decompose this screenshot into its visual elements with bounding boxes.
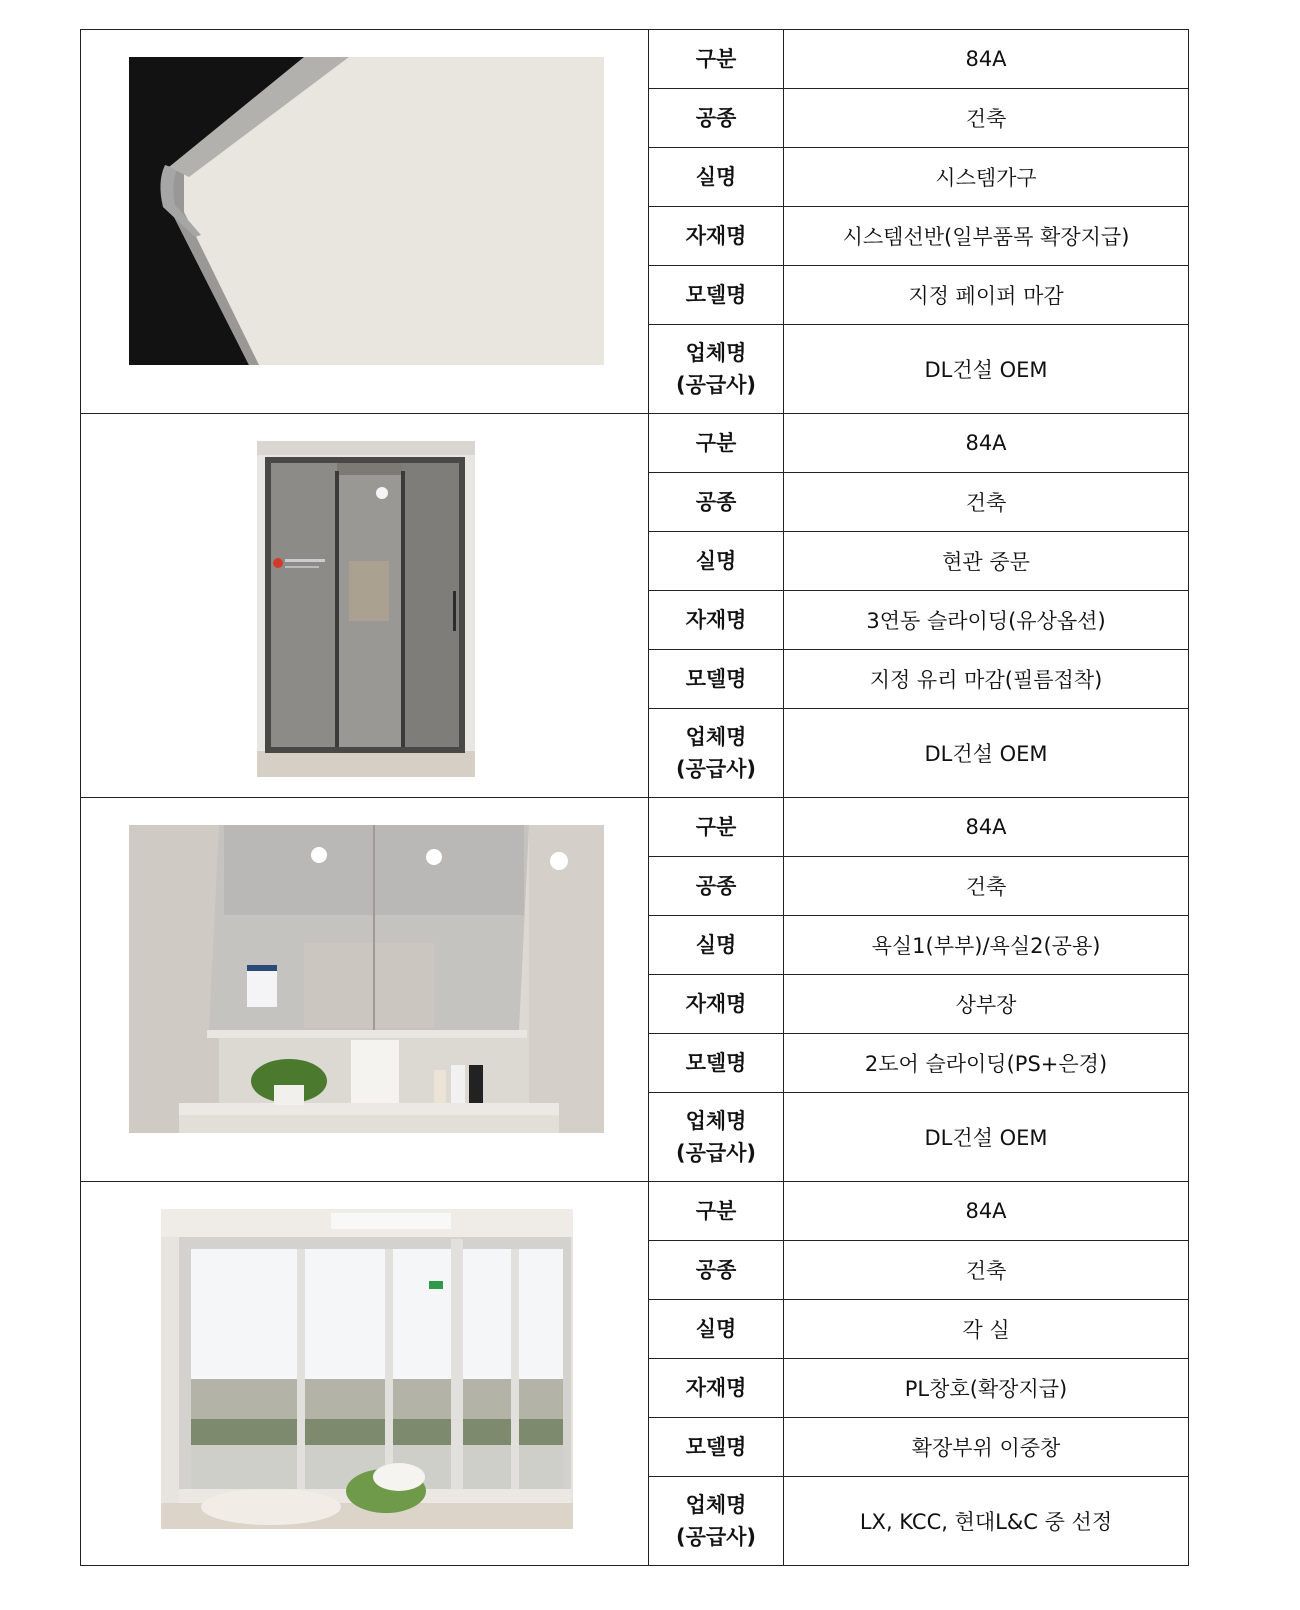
label-material: 자재명 — [649, 207, 784, 266]
label-trade: 공종 — [649, 89, 784, 148]
label-supplier-line1: 업체명 — [685, 1109, 747, 1133]
label-room: 실명 — [649, 1300, 784, 1359]
value-model: 2도어 슬라이딩(PS+은경) — [784, 1034, 1189, 1093]
table-row — [81, 1182, 1189, 1241]
label-room: 실명 — [649, 148, 784, 207]
value-supplier: DL건설 OEM — [784, 1093, 1189, 1182]
label-supplier — [649, 1093, 784, 1182]
label-supplier-line2: (공급사) — [675, 373, 757, 397]
item-image-cell — [81, 1182, 649, 1566]
table-row — [81, 798, 1189, 857]
value-room: 욕실1(부부)/욕실2(공용) — [784, 916, 1189, 975]
value-material: 3연동 슬라이딩(유상옵션) — [784, 591, 1189, 650]
label-room: 실명 — [649, 532, 784, 591]
sliding-glass-door-photo — [257, 441, 475, 777]
table-row — [81, 30, 1189, 89]
value-model: 지정 유리 마감(필름접착) — [784, 650, 1189, 709]
label-supplier — [649, 709, 784, 798]
label-material: 자재명 — [649, 591, 784, 650]
item-image-cell — [81, 798, 649, 1182]
item-image-cell — [81, 30, 649, 414]
value-material: 상부장 — [784, 975, 1189, 1034]
label-supplier — [649, 1477, 784, 1566]
label-material: 자재명 — [649, 975, 784, 1034]
value-trade: 건축 — [784, 89, 1189, 148]
value-room: 시스템가구 — [784, 148, 1189, 207]
label-model: 모델명 — [649, 1034, 784, 1093]
label-supplier-line1: 업체명 — [685, 341, 747, 365]
label-category: 구분 — [649, 798, 784, 857]
value-supplier: DL건설 OEM — [784, 709, 1189, 798]
value-material: 시스템선반(일부품목 확장지급) — [784, 207, 1189, 266]
label-material: 자재명 — [649, 1359, 784, 1418]
label-trade: 공종 — [649, 473, 784, 532]
label-supplier-line2: (공급사) — [675, 1141, 757, 1165]
spec-table — [80, 29, 1189, 1566]
value-model: 확장부위 이중창 — [784, 1418, 1189, 1477]
label-model: 모델명 — [649, 650, 784, 709]
label-supplier-line1: 업체명 — [685, 725, 747, 749]
value-model: 지정 페이퍼 마감 — [784, 266, 1189, 325]
value-trade: 건축 — [784, 857, 1189, 916]
label-model: 모델명 — [649, 1418, 784, 1477]
label-supplier-line2: (공급사) — [675, 757, 757, 781]
label-trade: 공종 — [649, 857, 784, 916]
value-category: 84A — [784, 414, 1189, 473]
value-room: 각 실 — [784, 1300, 1189, 1359]
label-category: 구분 — [649, 414, 784, 473]
countertop-corner-photo — [129, 57, 604, 365]
label-supplier — [649, 325, 784, 414]
label-room: 실명 — [649, 916, 784, 975]
label-category: 구분 — [649, 30, 784, 89]
value-supplier: LX, KCC, 현대L&C 중 선정 — [784, 1477, 1189, 1566]
label-supplier-line1: 업체명 — [685, 1493, 747, 1517]
value-room: 현관 중문 — [784, 532, 1189, 591]
label-supplier-line2: (공급사) — [675, 1525, 757, 1549]
bathroom-cabinet-photo — [129, 825, 604, 1133]
item-image-cell — [81, 414, 649, 798]
label-category: 구분 — [649, 1182, 784, 1241]
value-supplier: DL건설 OEM — [784, 325, 1189, 414]
value-trade: 건축 — [784, 473, 1189, 532]
value-trade: 건축 — [784, 1241, 1189, 1300]
label-trade: 공종 — [649, 1241, 784, 1300]
value-category: 84A — [784, 798, 1189, 857]
value-category: 84A — [784, 30, 1189, 89]
value-material: PL창호(확장지급) — [784, 1359, 1189, 1418]
value-category: 84A — [784, 1182, 1189, 1241]
label-model: 모델명 — [649, 266, 784, 325]
double-window-photo — [161, 1209, 573, 1529]
table-row — [81, 414, 1189, 473]
